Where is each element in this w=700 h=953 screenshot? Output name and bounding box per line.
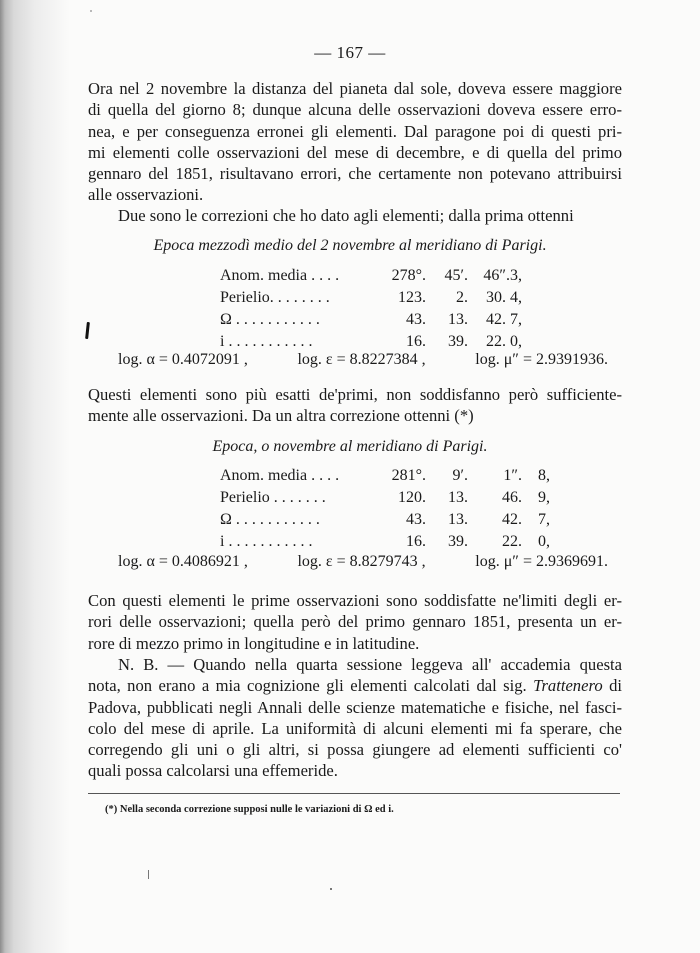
paragraph-4 [88,590,622,654]
paper-speck [330,888,332,890]
element-label: Ω . . . . . . . . . . . [220,311,320,328]
degrees-value: 16. [406,533,426,550]
paragraph-1 [88,78,622,206]
element-row [220,309,550,331]
text-line: gennaro del 1851, risultavano errori, che certamente non potevano attribuirsi [88,164,622,184]
seconds-value: 46″.3, [483,267,522,284]
text-line: rori delle osservazioni; quella però del primo gennaro 1851, presenta un er- [88,612,622,632]
text-line: mi elementi colle osservazioni del mese di decembre, e di quella del primo [88,142,622,162]
seconds-value: 1″. [503,467,522,484]
text-line: nea, e per conseguenza erronei gli elementi. Dal paragone poi di questi pri- [88,121,622,141]
seconds-value: 30. 4, [486,289,522,306]
paragraph-3 [88,384,622,427]
fraction-value: 8, [538,467,550,484]
degrees-value: 120. [398,489,426,506]
fraction-value: 9, [538,489,550,506]
log-mu: log. μ″ = 2.9369691. [475,553,608,570]
footnote: (*) Nella seconda correzione supposi nulle le variazioni di Ω ed i. [105,804,394,815]
seconds-value: 22. [502,533,522,550]
minutes-value: 39. [448,533,468,550]
seconds-value: 22. 0, [486,333,522,350]
minutes-value: 39. [448,333,468,350]
minutes-value: 45′. [444,267,468,284]
element-label: i . . . . . . . . . . . [220,533,313,550]
log-alpha: log. α = 0.4072091 , [118,351,248,368]
minutes-value: 13. [448,311,468,328]
element-row [220,331,550,353]
log-values-2 [118,553,608,571]
degrees-value: 123. [398,289,426,306]
elements-table-1 [220,265,550,353]
element-row [220,465,550,487]
text-line: Con questi elementi le prime osservazioni sono soddisfatte ne'limiti degli er- [88,591,622,610]
epoch-heading-1: Epoca mezzodì medio del 2 novembre al meridiano di Parigi. [153,237,547,254]
seconds-value: 42. [502,511,522,528]
text-line: mente alle osservazioni. Da un altra correzione ottenni (*) [88,406,474,426]
element-row [220,287,550,309]
minutes-value: 13. [448,489,468,506]
element-row [220,265,550,287]
fraction-value [522,287,550,309]
log-alpha: log. α = 0.4086921 , [118,553,248,570]
log-epsilon: log. ε = 8.8227384 , [297,351,426,368]
log-values-1 [118,351,608,369]
text-line: corregendo gli uni o gli altri, si possa giungere ad elementi sufficienti co' [88,740,622,760]
element-label: Ω . . . . . . . . . . . [220,511,320,528]
page-number: — 167 — [314,43,386,62]
element-row [220,509,550,531]
fraction-value: 7, [538,511,550,528]
minutes-value: 13. [448,511,468,528]
text-line: quali possa calcolarsi una effemeride. [88,761,338,781]
text-line: Padova, pubblicati negli Annali delle scienze matematiche e fisiche, nel fasci- [88,697,622,717]
paragraph-5-nota-bene [88,654,622,782]
element-label: i . . . . . . . . . . . [220,333,313,350]
element-label: Anom. media . . . . [220,467,340,484]
paragraph-2 [88,205,622,226]
paper-speck [90,10,92,12]
degrees-value: 281°. [391,467,426,484]
text-line: Questi elementi sono più esatti de'primi, non soddisfanno però sufficiente- [88,385,622,404]
fraction-value [522,265,550,287]
element-label: Perielio . . . . . . . [220,489,326,506]
element-label: Perielio. . . . . . . . [220,289,330,306]
author-name: Trattenero [533,676,603,696]
log-mu: log. μ″ = 2.9391936. [475,351,608,368]
text-line: alle osservazioni. [88,185,204,205]
text-line: nota, non erano a mia cognizione gli elementi calcolati dal sig. Trattenero di [88,676,622,696]
degrees-value: 43. [406,311,426,328]
degrees-value: 278°. [391,267,426,284]
element-row [220,487,550,509]
minutes-value: 9′. [452,467,468,484]
margin-ink-mark [85,322,90,339]
fraction-value: 0, [538,533,550,550]
element-row [220,531,550,553]
degrees-value: 43. [406,511,426,528]
seconds-value: 42. 7, [486,311,522,328]
seconds-value: 46. [502,489,522,506]
log-epsilon: log. ε = 8.8279743 , [297,553,426,570]
text-line: Due sono le correzioni che ho dato agli elementi; dalla prima ottenni [118,206,574,225]
paper-speck [148,870,149,879]
footnote-divider [88,793,620,794]
epoch-heading-2: Epoca, o novembre al meridiano di Parigi. [212,438,488,455]
text-line: Ora nel 2 novembre la distanza del pianeta dal sole, doveva essere maggiore [88,79,622,98]
page-gutter-shadow [0,0,70,953]
elements-table-2 [220,465,550,553]
fraction-value [522,331,550,353]
text-line: rore di mezzo primo in longitudine e in latitudine. [88,633,420,653]
text-line: N. B. — Quando nella quarta sessione leggeva all' accademia questa [118,655,622,674]
minutes-value: 2. [456,289,468,306]
text-line: colo del mese di aprile. La uniformità di alcuni elementi mi fa sperare, che [88,718,622,738]
text-line: di quella del giorno 8; dunque alcuna delle osservazioni doveva essere erro- [88,100,622,120]
element-label: Anom. media . . . . [220,267,340,284]
fraction-value [522,309,550,331]
degrees-value: 16. [406,333,426,350]
